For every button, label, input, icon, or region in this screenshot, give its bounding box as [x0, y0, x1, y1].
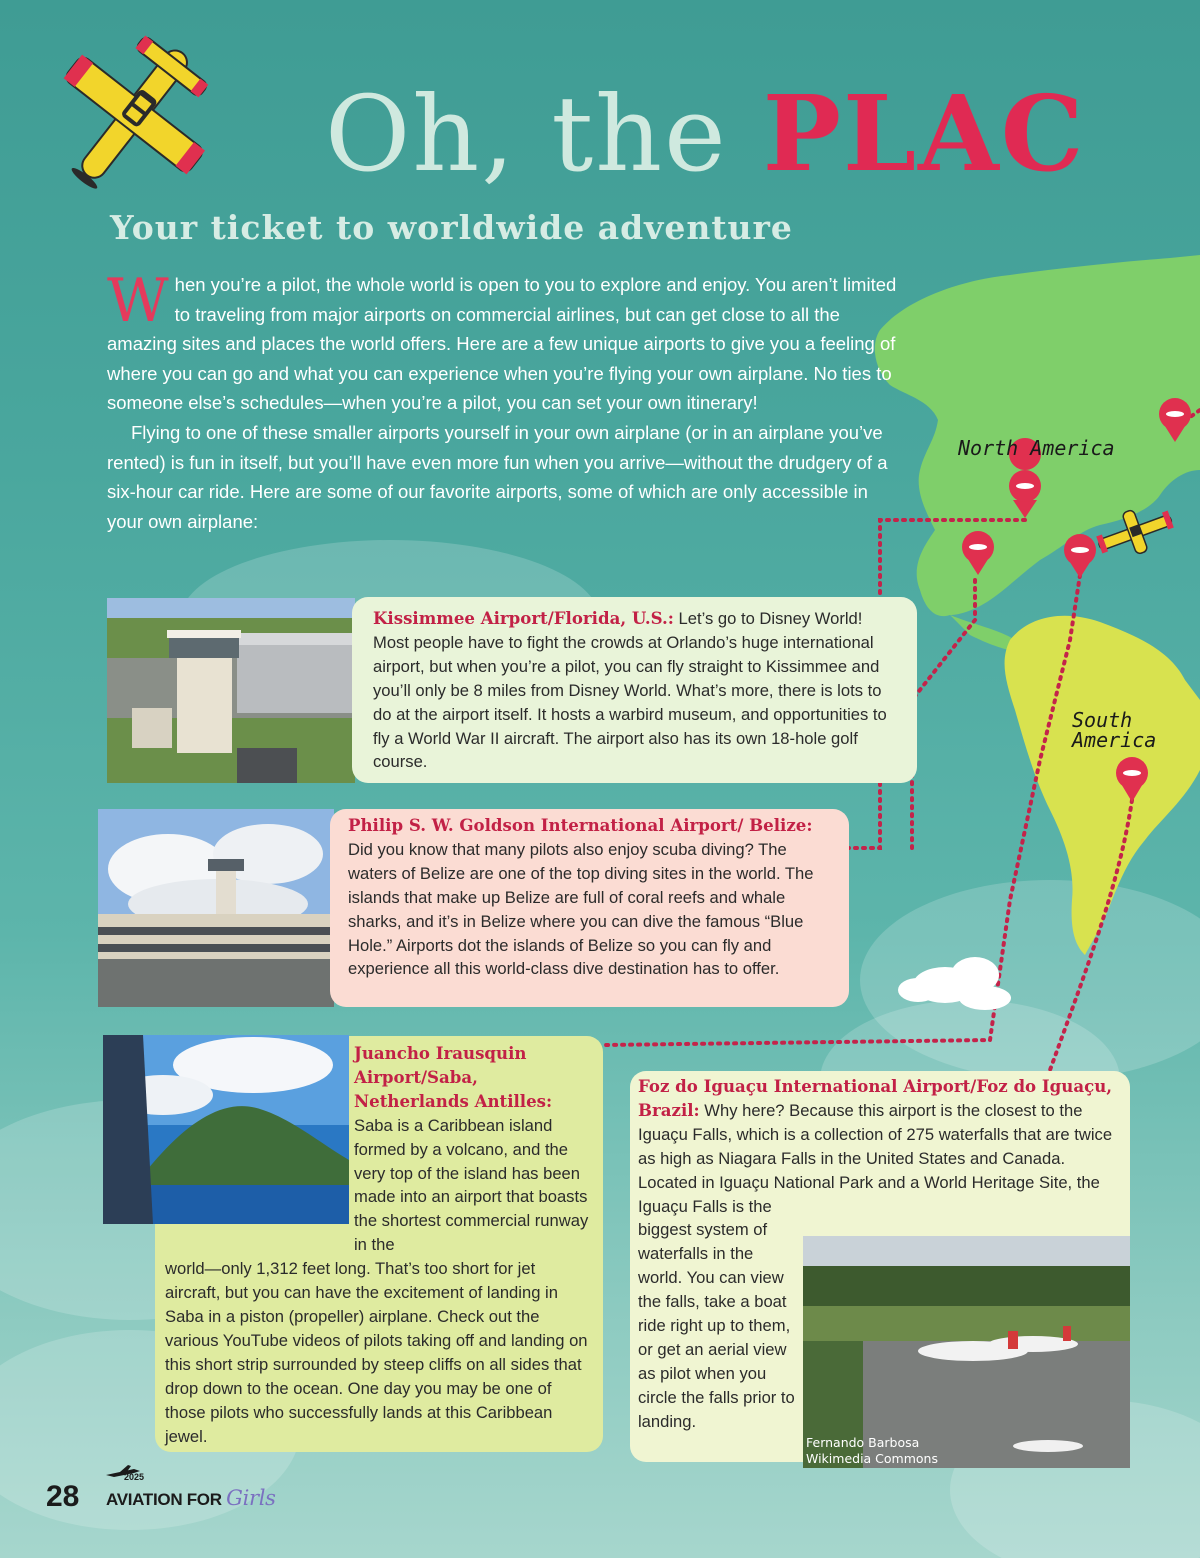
intro-text: [107, 266, 897, 536]
airport-body: Why here? Because this airport is the closest to the Iguaçu Falls, which is a collection of 275 waterfalls that are twice as high as Niagara Falls in the United States and Canada. Located in Iguaçu National Park and a World Heritage Site, the Iguaçu Falls is the: [638, 1100, 1113, 1216]
page-title: Oh, the PLAC: [325, 72, 1086, 195]
magazine-brand: [106, 1486, 276, 1510]
airport-body-continued: world—only 1,312 feet long. That’s too short for jet aircraft, but you can have the excitement of landing in Saba in a piston (propeller) airplane. Check out the various YouTube videos of pilots taking off and landing on this short strip surrounded by steep cliffs on all sides that drop down to the ocean. One day you may be one of those pilots who successfully lands at this Caribbean jewel.: [165, 1259, 588, 1446]
saba-island-photo: [103, 1035, 349, 1224]
photo-credit: [806, 1435, 938, 1467]
map-pin-icon: [1064, 534, 1096, 578]
route-line: [912, 580, 975, 848]
airport-body: Saba is a Caribbean island formed by a volcano, and the very top of the island has been made into an airport that boasts the shortest commercial runway in the: [354, 1115, 589, 1255]
airport-body-continued: biggest system of waterfalls in the world. You can view the falls, take a boat ride right up to them, or get an aerial view as pilot when you circle the falls prior to landing.: [638, 1220, 795, 1431]
intro-paragraph-2: Flying to one of these smaller airports yourself in your own airplane (or in an airplane you’ve rented) is fun in itself, but you’ll have even more fun when you arrive—without the drudgery of a six-hour car ride. Here are some of our favorite airports, some of which are only accessible in your own airplane:: [107, 421, 888, 532]
cloud-icon: [898, 957, 1011, 1010]
airport-heading: Philip S. W. Goldson International Airport/ Belize:: [348, 815, 813, 835]
map-label-north-america: North America: [958, 436, 1115, 460]
photo-credit-line: Wikimedia Commons: [806, 1451, 938, 1466]
belize-airport-photo: [98, 809, 334, 1007]
drop-cap: W: [107, 266, 169, 336]
photo-credit-line: Fernando Barbosa: [806, 1435, 920, 1450]
page-subtitle: Your ticket to worldwide adventure: [110, 208, 793, 247]
airport-card-kissimmee: [352, 597, 917, 783]
foz-do-iguacu-airport-photo: [803, 1236, 1130, 1468]
airport-heading: Juancho Irausquin Airport/Saba, Netherlands Antilles:: [354, 1043, 553, 1111]
airport-card-belize: [330, 809, 849, 1007]
brand-text: AVIATION FOR: [106, 1490, 227, 1509]
kissimmee-airport-photo: [107, 598, 355, 783]
airplane-icon: [20, 20, 220, 200]
map-label-south-america: South America: [1072, 708, 1157, 752]
airport-body: Let’s go to Disney World! Most people have to fight the crowds at Orlando’s huge international airport, but when you’re a pilot, you can fly straight to Kissimmee and you’ll only be 8 miles from Disney World. What’s more, there is lots to do at the airport itself. It hosts a warbird museum, and opportunities to fly a World War II aircraft. The airport also has its own 18-hole golf course.: [373, 609, 887, 772]
issue-year: 2025: [124, 1472, 145, 1482]
airport-body: Did you know that many pilots also enjoy scuba diving? The waters of Belize are one of the top diving sites in the world. The islands that make up Belize are full of coral reefs and whale sharks, and it’s in Belize where you can dive the famous “Blue Hole.” Airports dot the islands of Belize so you can fly and experience all this world-class dive destination has to offer.: [348, 839, 814, 979]
page-number: 28: [46, 1480, 80, 1513]
airport-heading: Kissimmee Airport/Florida, U.S.:: [373, 608, 674, 628]
intro-paragraph-1: hen you’re a pilot, the whole world is open to you to explore and enjoy. You aren’t limited to traveling from major airports on commercial airlines, but can get close to all the amazing sites and places the world offers. Here are a few unique airports to give you a feeling of where you can go and what you can experience when you’re flying your own airplane. No ties to someone else’s schedules—when you’re a pilot, you can set your own itinerary!: [107, 274, 897, 414]
airport-heading: Foz do Iguaçu International Airport/Foz do Iguaçu, Brazil:: [638, 1076, 1113, 1120]
brand-script: Girls: [226, 1486, 276, 1510]
